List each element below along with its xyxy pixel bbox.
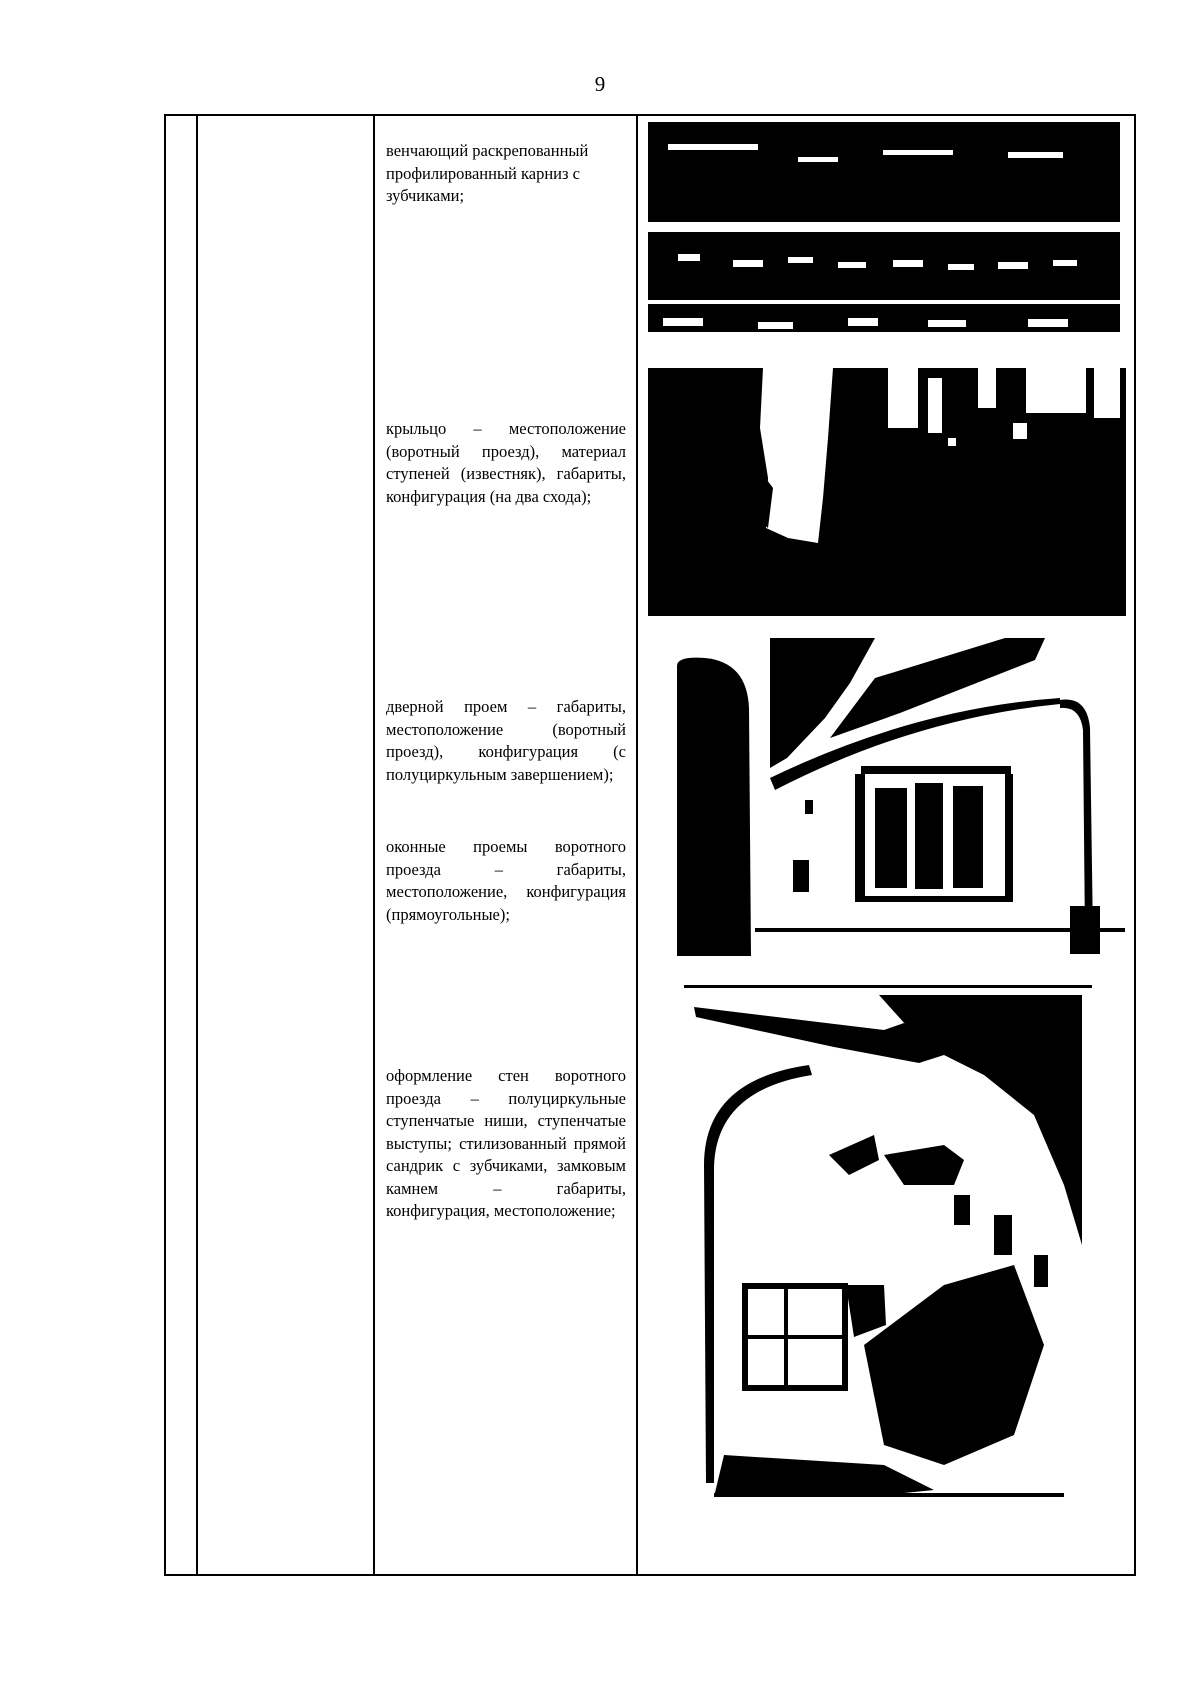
wall-decor-photo: [684, 985, 1092, 1501]
gateway-photo: [675, 638, 1127, 958]
column-divider-2: [373, 116, 375, 1574]
column-divider-3: [636, 116, 638, 1574]
page-number: 9: [594, 72, 606, 96]
entry-text-windows: оконные проемы воротного проезда – габариты, местоположение, конфигурация (прямоугольные);: [386, 837, 626, 924]
porch-photo: [648, 368, 1126, 616]
column-divider-1: [196, 116, 198, 1574]
entry-text-doorway: дверной проем – габариты, местоположение (воротный проезд), конфигурация (с полуциркульным завершением);: [386, 697, 626, 784]
entry-text-cornice: венчающий раскрепованный профилированный карниз с зубчиками;: [386, 141, 589, 205]
entry-text-porch: крыльцо – местоположение (воротный проезд), материал ступеней (известняк), габариты, конфигурация (на два схода);: [386, 419, 626, 506]
entry-text-wall-decor: оформление стен воротного проезда – полуциркульные ступенчатые ниши, ступенчатые выступы; стилизованный прямой сандрик с зубчиками, замковым камнем – габариты, конфигурация, местоположение;: [386, 1066, 626, 1220]
cornice-photo: [648, 122, 1120, 340]
